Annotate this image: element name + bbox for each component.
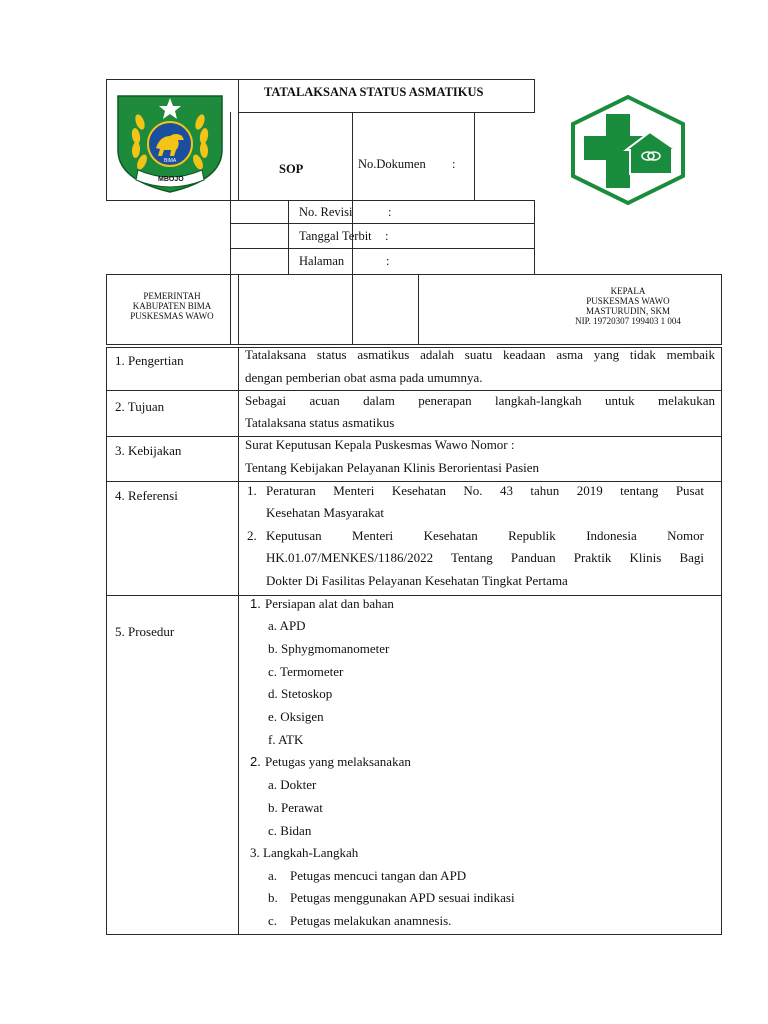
kebijakan-line-2: Tentang Kebijakan Pelayanan Klinis Berorientasi Pasien [245,460,540,475]
tujuan-line-1: Sebagai acuan dalam penerapan langkah-langkah untuk melakukan [245,393,715,408]
prosedur-step-3-text: Petugas melakukan anamnesis. [290,913,452,928]
referensi-2-line-2: HK.01.07/MENKES/1186/2022 Tentang Panduan Praktik Klinis Bagi [266,550,704,565]
no-dokumen-colon: : [452,157,456,171]
prosedur-item: a. Dokter [268,777,317,792]
org-line: KABUPATEN BIMA [132,301,212,311]
prosedur-item: b. Sphygmomanometer [268,641,390,656]
tujuan-line-2: Tatalaksana status asmatikus [245,415,395,430]
kebijakan-label: 3. Kebijakan [115,443,182,458]
tujuan-label: 2. Tujuan [115,399,165,414]
referensi-num: 1. [247,483,257,498]
prosedur-step-3-letter: b. [268,890,278,905]
prosedur-step-2-num: 2. [250,754,261,769]
tanggal-terbit-colon: : [385,229,389,243]
pengertian-line-2: dengan pemberian obat asma pada umumnya. [245,370,483,385]
left-org-block [108,291,236,321]
no-revisi-label: No. Revisi [299,205,353,219]
logo-label-bima: BIMA [164,158,177,164]
no-revisi-colon: : [388,205,392,219]
no-dokumen-label: No.Dokumen [358,157,426,171]
logo-banner-text: MBOJO [158,176,184,183]
official-line: PUSKESMAS WAWO [586,296,670,306]
puskesmas-logo [568,94,688,206]
official-line: MASTURUDIN, SKM [585,306,670,316]
prosedur-step-3-title: 3. Langkah-Langkah [250,845,359,860]
pengertian-label: 1. Pengertian [115,353,184,368]
prosedur-step-1-num: 1. [250,596,261,611]
prosedur-item: f. ATK [268,732,304,747]
org-line: PUSKESMAS WAWO [130,311,214,321]
prosedur-step-2-title: Petugas yang melaksanakan [265,754,411,769]
tanggal-terbit-label: Tanggal Terbit [299,229,372,243]
prosedur-item: c. Bidan [268,823,312,838]
sop-label: SOP [279,162,304,176]
prosedur-step-3-letter: a. [268,868,278,883]
kebijakan-line-1: Surat Keputusan Kepala Puskesmas Wawo Nomor : [245,437,515,452]
document-title: TATALAKSANA STATUS ASMATIKUS [264,85,484,99]
org-line: PEMERINTAH [143,291,201,301]
referensi-1-line-1: Peraturan Menteri Kesehatan No. 43 tahun 2019 tentang Pusat [266,483,704,498]
prosedur-step-3-text: Petugas menggunakan APD sesuai indikasi [290,890,515,905]
referensi-label: 4. Referensi [115,488,178,503]
prosedur-item: b. Perawat [268,800,323,815]
referensi-2-line-1: Keputusan Menteri Kesehatan Republik Indonesia Nomor [266,528,704,543]
referensi-num: 2. [247,528,257,543]
halaman-label: Halaman [299,254,345,268]
referensi-2-line-3: Dokter Di Fasilitas Pelayanan Kesehatan Tingkat Pertama [266,573,568,588]
prosedur-step-3-letter: c. [268,913,278,928]
halaman-colon: : [386,254,390,268]
prosedur-step-3-text: Petugas mencuci tangan dan APD [290,868,467,883]
kabupaten-bima-logo [114,92,226,196]
prosedur-item: c. Termometer [268,664,344,679]
prosedur-item: a. APD [268,618,306,633]
prosedur-label: 5. Prosedur [115,624,175,639]
prosedur-step-1-title: Persiapan alat dan bahan [265,596,394,611]
official-line: KEPALA [610,286,646,296]
pengertian-line-1: Tatalaksana status asmatikus adalah suatu keadaan asma yang tidak membaik [245,347,715,362]
prosedur-item: d. Stetoskop [268,686,333,701]
right-official-block [558,286,698,326]
referensi-1-line-2: Kesehatan Masyarakat [266,505,385,520]
official-line: NIP. 19720307 199403 1 004 [575,316,681,326]
prosedur-item: e. Oksigen [268,709,324,724]
